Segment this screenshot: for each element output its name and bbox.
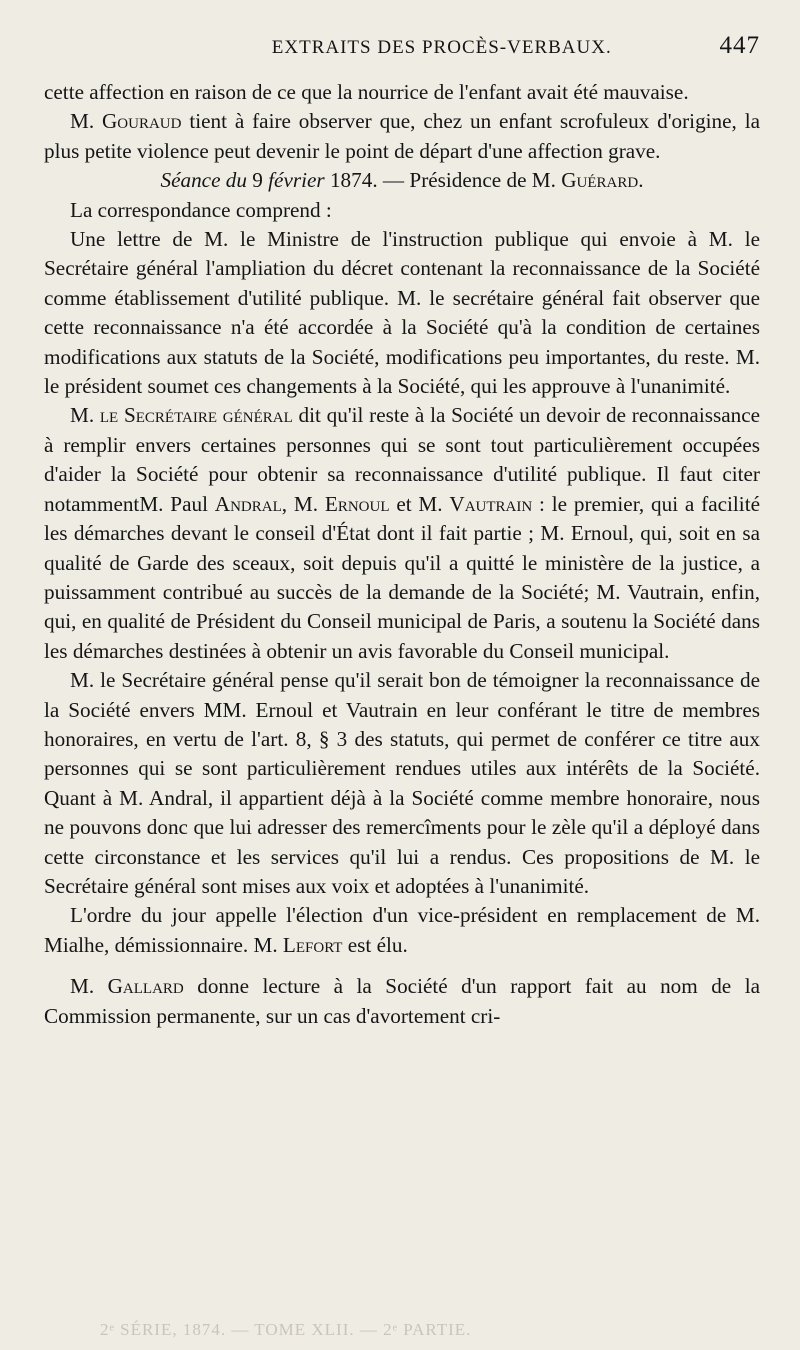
page-body bbox=[44, 78, 760, 1031]
session-prefix: Séance du bbox=[160, 168, 253, 193]
paragraph: cette affection en raison de ce que la nourrice de l'enfant avait été mauvaise. bbox=[44, 80, 689, 104]
speaker-name: M. le Secrétaire général bbox=[70, 403, 293, 428]
running-head: EXTRAITS DES PROCÈS-VERBAUX. bbox=[271, 37, 612, 58]
session-end: . bbox=[638, 168, 644, 193]
session-presidence: — Présidence de M. bbox=[377, 168, 562, 193]
speaker-name: M. Gouraud bbox=[70, 109, 182, 134]
session-president: Guérard bbox=[561, 168, 639, 193]
page-number: 447 bbox=[719, 32, 760, 59]
paragraph-text: dit qu'il reste à la Société un devoir de reconnaissance à remplir envers certaines personnes qui se sont tout particulièrement occupées d'aider la Société pour obtenir sa reconnaissance d'utilité publique. Il faut citer notammentM. Paul bbox=[44, 403, 760, 516]
speaker-name: Gallard bbox=[107, 974, 184, 999]
session-heading bbox=[44, 166, 760, 195]
session-month: février bbox=[268, 168, 325, 193]
paragraph-text: tient à faire observer que, chez un enfant scrofuleux d'origine, la plus petite violence peut devenir le point de départ d'une affection grave. bbox=[44, 109, 760, 163]
paragraph bbox=[44, 972, 760, 1031]
paragraph: La correspondance comprend : bbox=[70, 197, 332, 222]
person-name: Ernoul bbox=[324, 491, 390, 516]
paragraph-text: et M. bbox=[389, 491, 450, 516]
paragraph-text: : le premier, qui a facilité les démarches devant le conseil d'État dont il fait partie ; M. Ernoul, qui, soit en sa qualité de Garde des sceaux, soit depuis qu'il a quitté le ministère de la justice, a puissamment contribué au succès de la demande de la Société; M. Vautrain, enfin, qui, en qualité de Président du Conseil municipal de Paris, a soutenu la Société dans les démarches destinées à obtenir un avis favorable du Conseil municipal. bbox=[44, 491, 760, 663]
paragraph bbox=[44, 107, 760, 166]
paragraph: M. le Secrétaire général pense qu'il serait bon de témoigner la reconnaissance de la Société envers MM. Ernoul et Vautrain en leur conférant le titre de membres honoraires, en vertu de l'art. 8, § 3 des statuts, qui permet de conférer ce titre aux personnes qui se sont particulièrement rendues utiles aux intérêts de la Société. Quant à M. Andral, il appartient déjà à la Société comme membre honoraire, nous ne pouvons donc que lui adresser des remercîments pour le zèle qu'il a déployé dans cette circonstance et les services qu'il lui a rendus. Ces propositions de M. le Secrétaire général sont mises aux voix et adoptées à l'unanimité. bbox=[44, 668, 760, 898]
paragraph bbox=[44, 901, 760, 960]
paragraph-text: , M. bbox=[281, 491, 325, 516]
session-day: 9 bbox=[252, 168, 269, 193]
paragraph-text: M. bbox=[70, 974, 108, 999]
paragraph-text: L'ordre du jour appelle l'élection d'un vice-président en remplacement de M. Mialhe, démissionnaire. M. bbox=[44, 903, 760, 957]
paragraph bbox=[44, 401, 760, 666]
page-header bbox=[44, 32, 760, 72]
paragraph: Une lettre de M. le Ministre de l'instruction publique qui envoie à M. le Secrétaire général l'ampliation du décret contenant la reconnaissance de la Société comme établissement d'utilité publique. M. le secrétaire général fait observer que cette reconnaissance n'a été accordée à la Société qu'à la condition de certaines modifications aux statuts de la Société, modifications peu importantes, du reste. M. le président soumet ces changements à la Société, qui les approuve à l'unanimité. bbox=[44, 227, 760, 399]
person-name: Lefort bbox=[282, 932, 343, 957]
session-year: 1874. bbox=[324, 168, 378, 193]
person-name: Andral bbox=[214, 491, 282, 516]
person-name: Vautrain bbox=[449, 491, 533, 516]
paragraph-text: est élu. bbox=[342, 932, 408, 957]
bleed-through-footer: 2ᵉ SÉRIE, 1874. — TOME XLII. — 2ᵉ PARTIE. bbox=[100, 1320, 472, 1339]
paragraph-text: donne lecture à la Société d'un rapport fait au nom de la Commission permanente, sur un cas d'avortement cri- bbox=[44, 974, 760, 1028]
